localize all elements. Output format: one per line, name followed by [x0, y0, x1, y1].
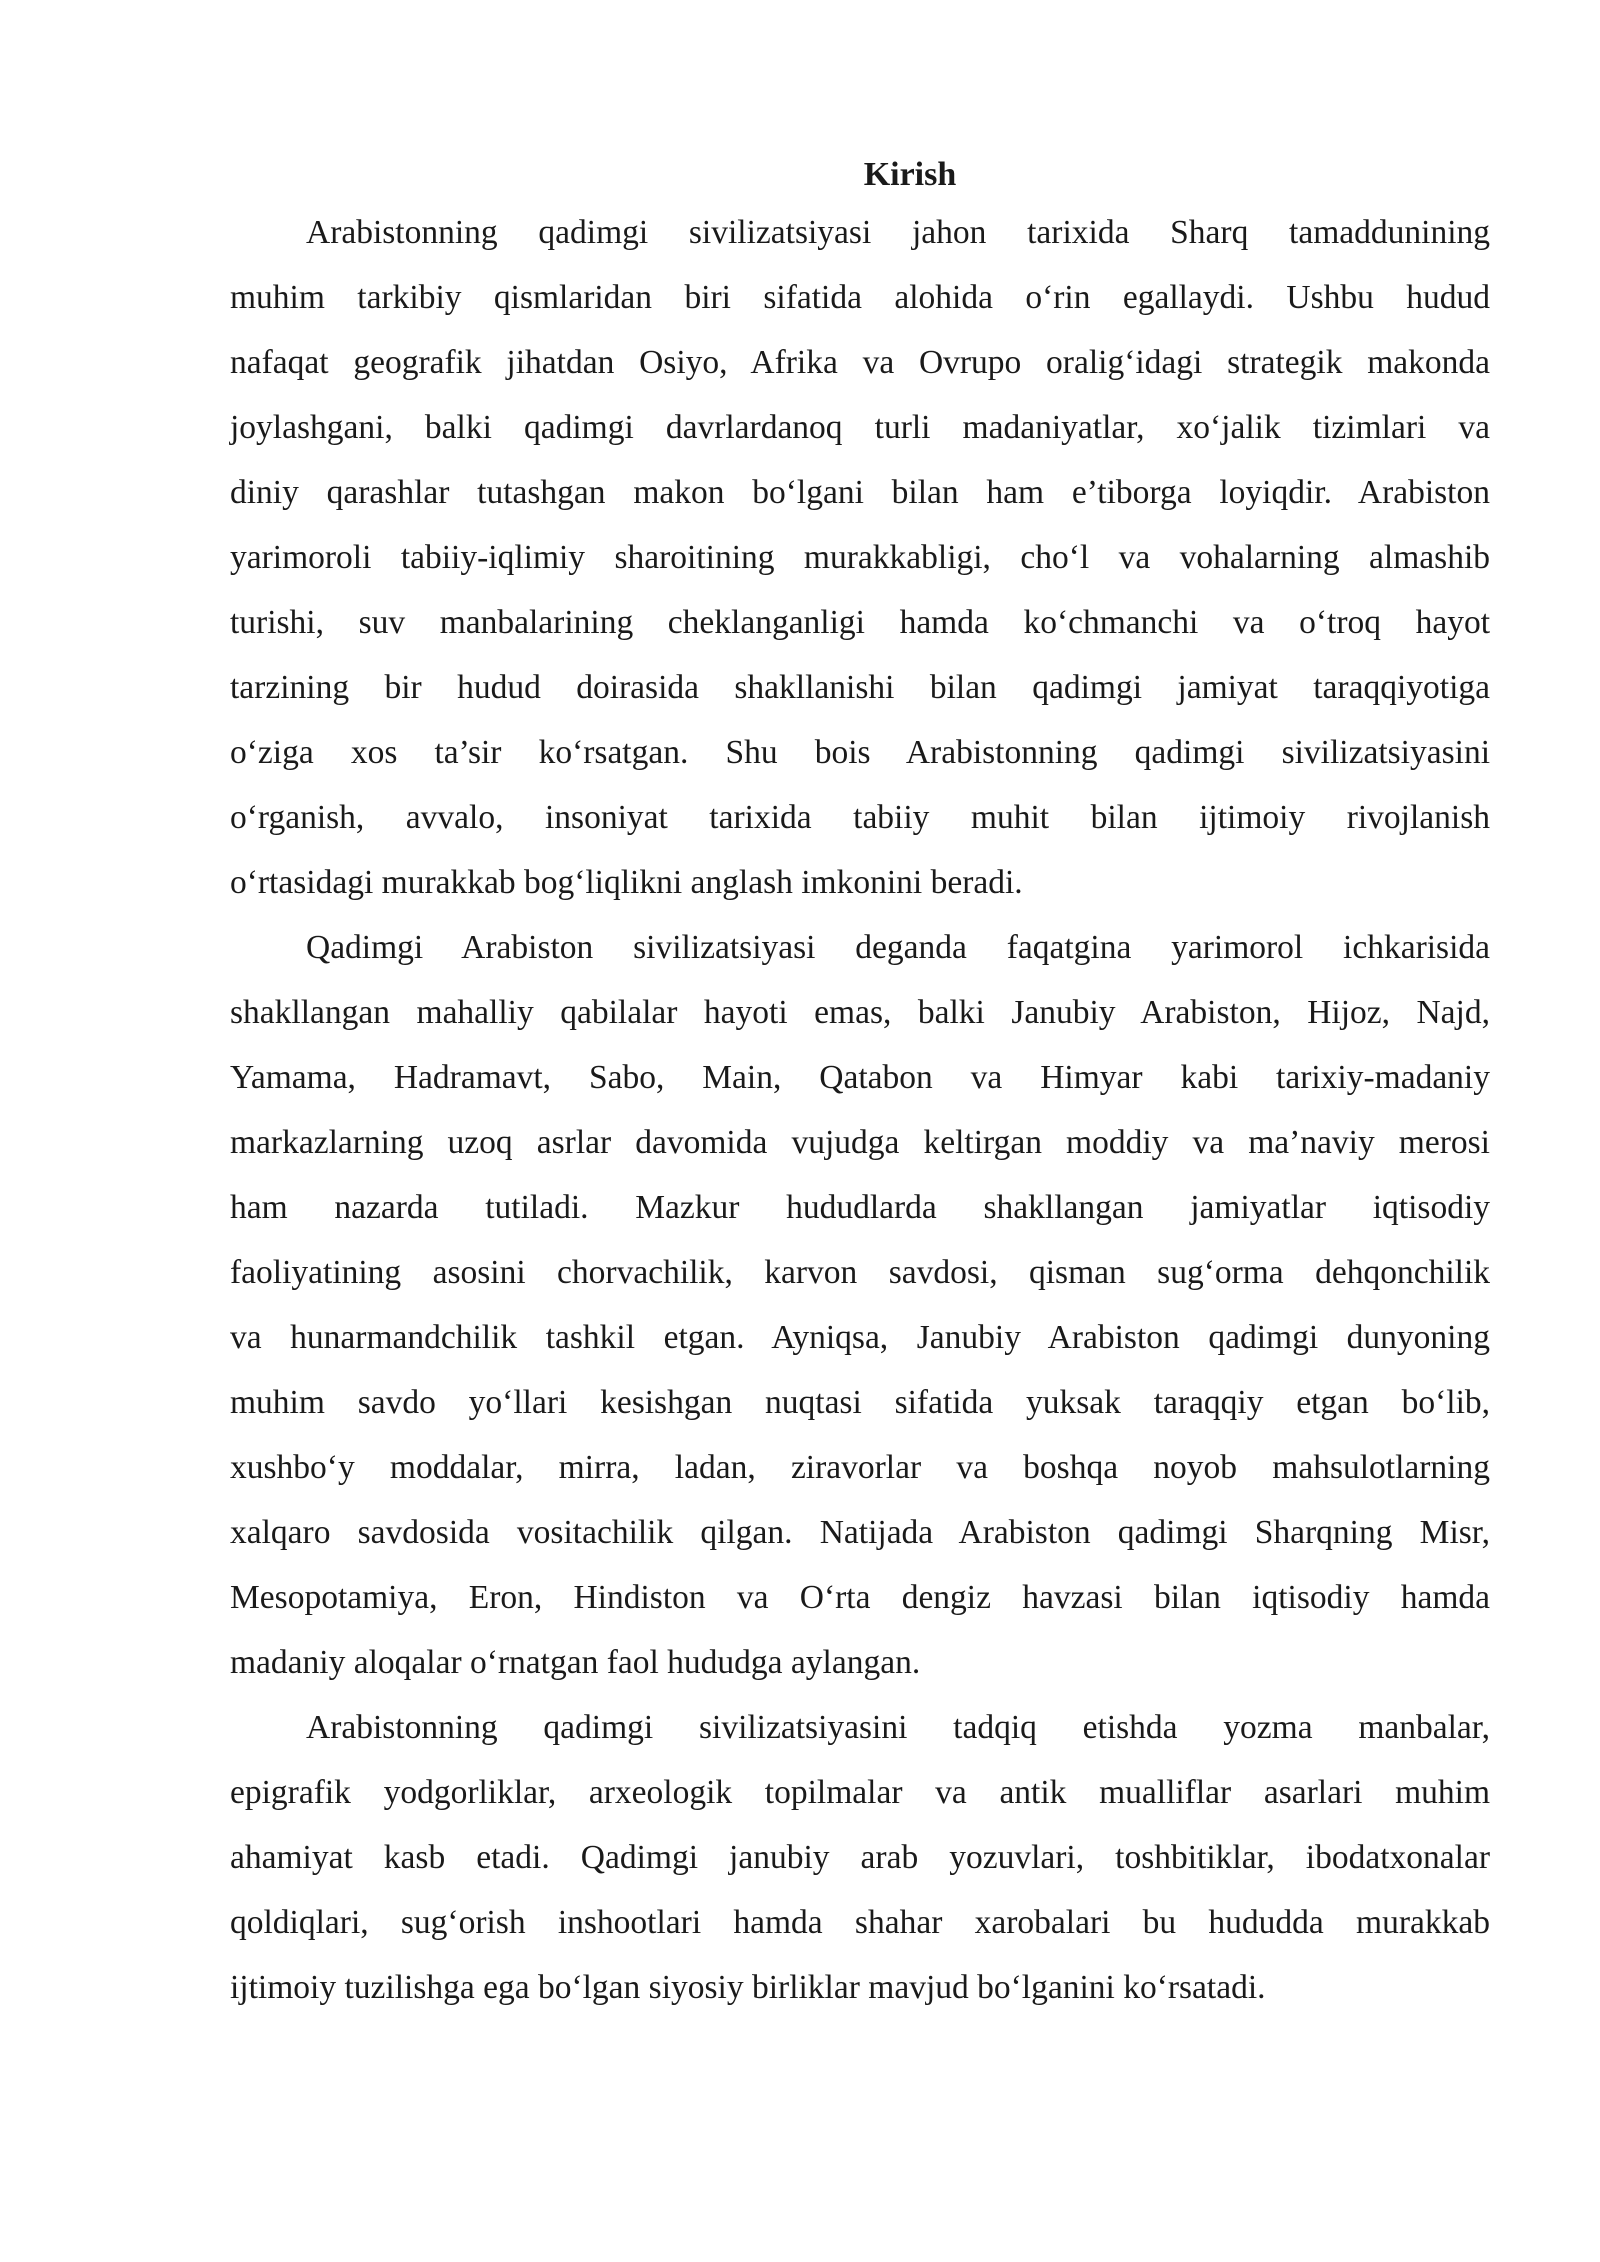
paragraph-line: ham nazarda tutiladi. Mazkur hududlarda shakllangan jamiyatlar iqtisodiy	[230, 1189, 1490, 1226]
paragraph-line: xalqaro savdosida vositachilik qilgan. Natijada Arabiston qadimgi Sharqning Misr,	[230, 1514, 1490, 1551]
paragraph-1	[230, 200, 1490, 915]
paragraph-line: va hunarmandchilik tashkil etgan. Ayniqsa, Janubiy Arabiston qadimgi dunyoning	[230, 1319, 1490, 1356]
paragraph-line: muhim savdo yo‘llari kesishgan nuqtasi sifatida yuksak taraqqiy etgan bo‘lib,	[230, 1384, 1490, 1421]
paragraph-line: Arabistonning qadimgi sivilizatsiyasini tadqiq etishda yozma manbalar,	[306, 1709, 1490, 1746]
paragraph-2	[230, 915, 1490, 1695]
paragraph-line: Mesopotamiya, Eron, Hindiston va O‘rta dengiz havzasi bilan iqtisodiy hamda	[230, 1579, 1490, 1616]
paragraph-line: markazlarning uzoq asrlar davomida vujudga keltirgan moddiy va ma’naviy merosi	[230, 1124, 1490, 1161]
paragraph-line: nafaqat geografik jihatdan Osiyo, Afrika va Ovrupo oralig‘idagi strategik makonda	[230, 344, 1490, 381]
paragraph-line: tarzining bir hudud doirasida shakllanishi bilan qadimgi jamiyat taraqqiyotiga	[230, 669, 1490, 706]
paragraph-line: shakllangan mahalliy qabilalar hayoti emas, balki Janubiy Arabiston, Hijoz, Najd,	[230, 994, 1490, 1031]
paragraph-line: o‘ziga xos ta’sir ko‘rsatgan. Shu bois Arabistonning qadimgi sivilizatsiyasini	[230, 734, 1490, 771]
paragraph-line: diniy qarashlar tutashgan makon bo‘lgani bilan ham e’tiborga loyiqdir. Arabiston	[230, 474, 1490, 511]
paragraph-line: Qadimgi Arabiston sivilizatsiyasi deganda faqatgina yarimorol ichkarisida	[306, 929, 1490, 966]
document-body	[230, 150, 1490, 2020]
paragraph-line: o‘rtasidagi murakkab bog‘liqlikni anglash imkonini beradi.	[230, 864, 1023, 901]
paragraph-line: madaniy aloqalar o‘rnatgan faol hududga aylangan.	[230, 1644, 921, 1681]
paragraph-line: yarimoroli tabiiy-iqlimiy sharoitining murakkabligi, cho‘l va vohalarning almashib	[230, 539, 1490, 576]
paragraph-line: ahamiyat kasb etadi. Qadimgi janubiy arab yozuvlari, toshbitiklar, ibodatxonalar	[230, 1839, 1490, 1876]
paragraph-line: joylashgani, balki qadimgi davrlardanoq turli madaniyatlar, xo‘jalik tizimlari va	[230, 409, 1490, 446]
paragraph-line: muhim tarkibiy qismlaridan biri sifatida alohida o‘rin egallaydi. Ushbu hudud	[230, 279, 1490, 316]
paragraph-line: ijtimoiy tuzilishga ega bo‘lgan siyosiy birliklar mavjud bo‘lganini ko‘rsatadi.	[230, 1969, 1266, 2006]
paragraph-line: o‘rganish, avvalo, insoniyat tarixida tabiiy muhit bilan ijtimoiy rivojlanish	[230, 799, 1490, 836]
paragraph-line: turishi, suv manbalarining cheklanganligi hamda ko‘chmanchi va o‘troq hayot	[230, 604, 1490, 641]
page-title: Kirish	[863, 156, 957, 193]
paragraph-line: Arabistonning qadimgi sivilizatsiyasi jahon tarixida Sharq tamaddunining	[306, 214, 1490, 251]
paragraph-line: xushbo‘y moddalar, mirra, ladan, ziravorlar va boshqa noyob mahsulotlarning	[230, 1449, 1490, 1486]
paragraph-3	[230, 1695, 1490, 2020]
paragraph-line: qoldiqlari, sug‘orish inshootlari hamda shahar xarobalari bu hududda murakkab	[230, 1904, 1490, 1941]
paragraph-line: Yamama, Hadramavt, Sabo, Main, Qatabon va Himyar kabi tarixiy-madaniy	[230, 1059, 1490, 1096]
paragraph-line: faoliyatining asosini chorvachilik, karvon savdosi, qisman sug‘orma dehqonchilik	[230, 1254, 1490, 1291]
paragraph-line: epigrafik yodgorliklar, arxeologik topilmalar va antik mualliflar asarlari muhim	[230, 1774, 1490, 1811]
